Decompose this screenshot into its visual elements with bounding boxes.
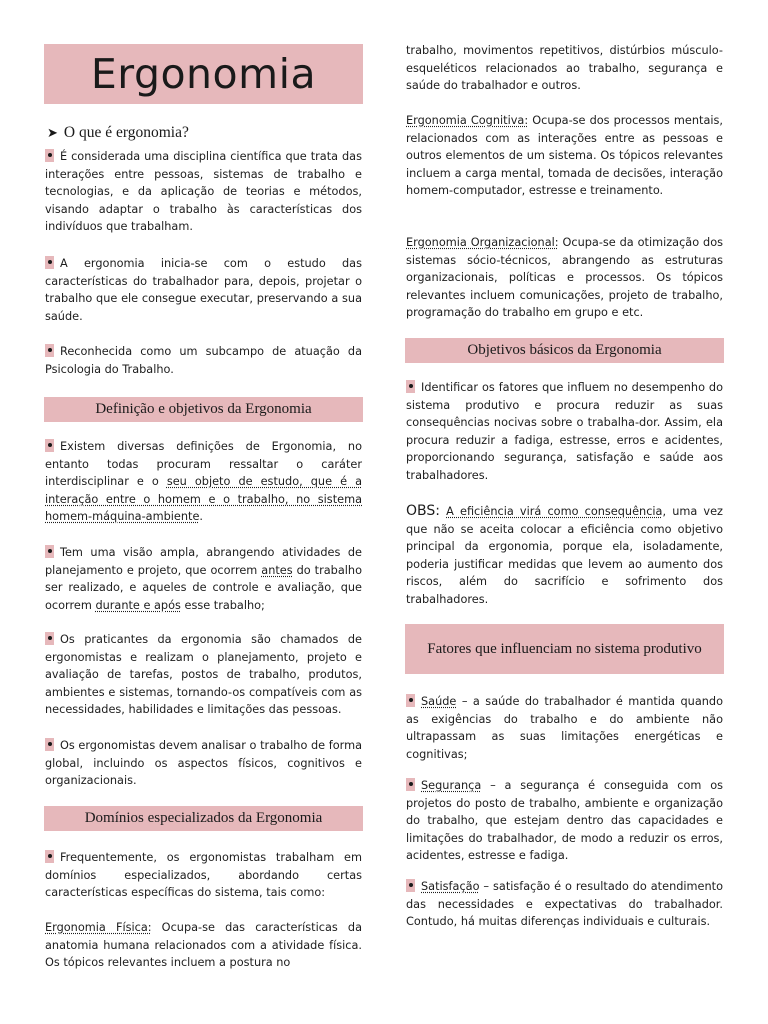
bullet-icon <box>45 344 54 357</box>
bullet-icon <box>45 439 54 452</box>
bullet-icon <box>45 256 54 269</box>
definicao-paragraph-2: Tem uma visão ampla, abrangendo atividades de planejamento e projeto, que ocorrem antes do trabalho ser realizado, e aqueles de controle e avaliação, que ocorrem durante e após esse trabalho; <box>45 546 362 612</box>
ergonomia-fisica-label: Ergonomia Física: <box>45 921 152 934</box>
bullet-icon <box>45 149 54 162</box>
page-title-banner <box>44 44 363 104</box>
satisfacao-label: Satisfação <box>421 880 480 893</box>
objetivos-paragraph-1: Identificar os fatores que influem no desempenho do sistema produtivo e procura reduzir as suas consequências nocivas sobre o trabalha-dor. Assim, ela procura reduzir a fadiga, estresse, erros e acidentes, proporcionando segurança, satisfação e saúde aos trabalhadores. <box>406 381 723 482</box>
seguranca-label: Segurança <box>421 779 482 792</box>
dominios-intro: Frequentemente, os ergonomistas trabalham em domínios especializados, abordando certas características específicas do sistema, tais como: <box>45 851 362 900</box>
obs-label: OBS: <box>406 503 440 519</box>
page-title: Ergonomia <box>90 50 317 98</box>
section-heading-dominios: Domínios especializados da Ergonomia <box>44 806 363 831</box>
ergonomia-cognitiva-label: Ergonomia Cognitiva: <box>406 114 529 127</box>
objetivos-obs-paragraph: OBS: A eficiência virá como consequência, uma vez que não se aceita colocar a eficiência como objetivo principal da ergonomia, porque ela, isoladamente, poderia justificar medidas que levem ao aumento dos riscos, além do sacrifício e sofrimento dos trabalhadores. <box>406 503 723 606</box>
section-heading-fatores: Fatores que influenciam no sistema produtivo <box>405 624 724 674</box>
arrow-icon: ➤ <box>47 125 58 140</box>
saude-label: Saúde <box>421 695 457 708</box>
intro-paragraph-2: A ergonomia inicia-se com o estudo das características do trabalhador para, depois, projetar o trabalho que ele consegue executar, preservando a sua saúde. <box>45 257 362 323</box>
section-heading-definicao: Definição e objetivos da Ergonomia <box>44 397 363 422</box>
bullet-icon <box>45 738 54 751</box>
intro-paragraph-3: Reconhecida como um subcampo de atuação da Psicologia do Trabalho. <box>45 345 362 376</box>
section-heading-objetivos: Objetivos básicos da Ergonomia <box>405 338 724 363</box>
bullet-icon <box>406 778 415 791</box>
bullet-icon <box>45 545 54 558</box>
ergonomia-organizacional-paragraph: Ergonomia Organizacional: Ocupa-se da otimização dos sistemas sócio-técnicos, abrangendo as estruturas organizacionais, políticas e processos. Os tópicos relevantes incluem comunicações, projeto de trabalho, programação do trabalho em grupo e etc. <box>406 236 724 320</box>
definicao-paragraph-3: Os praticantes da ergonomia são chamados de ergonomistas e realizam o planejamento, projeto e avaliação de tarefas, postos de trabalho, produtos, ambientes e sistemas, tornando-os compatíveis com as necessidades, habilidades e limitações das pessoas. <box>45 633 362 717</box>
fator-saude-paragraph: Saúde – a saúde do trabalhador é mantida quando as exigências do trabalho e do ambiente não ultrapassam as suas limitações energéticas e cognitivas; <box>406 695 723 761</box>
bullet-icon <box>45 850 54 863</box>
question-heading <box>47 124 189 142</box>
ergonomia-fisica-continuation: trabalho, movimentos repetitivos, distúrbios músculo-esqueléticos relacionados ao trabalho, segurança e saúde do trabalhador e outros. <box>406 44 723 93</box>
definicao-paragraph-1: Existem diversas definições de Ergonomia, no entanto todas procuram ressaltar o caráter interdisciplinar e o seu objeto de estudo, que é a interação entre o homem e o trabalho, no sistema homem-máquina-ambiente. <box>45 440 362 524</box>
bullet-icon <box>45 632 54 645</box>
bullet-icon <box>406 380 415 393</box>
fator-seguranca-paragraph: Segurança – a segurança é conseguida com os projetos do posto de trabalho, ambiente e organização do trabalho, que estejam dentro das capacidades e limitações do trabalhador, de modo a reduzir os erros, acidentes, estresse e fadiga. <box>406 779 723 863</box>
fator-satisfacao-paragraph: Satisfação – satisfação é o resultado do atendimento das necessidades e expectativas do trabalhador. Contudo, há muitas diferenças individuais e culturais. <box>406 880 723 929</box>
ergonomia-organizacional-label: Ergonomia Organizacional: <box>406 236 559 249</box>
intro-paragraph-1: É considerada uma disciplina científica que trata das interações entre pessoas, sistemas de trabalho e tecnologias, e da aplicação de teorias e métodos, visando adaptar o trabalho às características dos indivíduos que trabalham. <box>45 150 362 234</box>
question-text: O que é ergonomia? <box>63 124 189 141</box>
ergonomia-fisica-paragraph: Ergonomia Física: Ocupa-se das características da anatomia humana relacionados com a atividade física. Os tópicos relevantes incluem a postura no <box>45 921 362 970</box>
definicao-paragraph-4: Os ergonomistas devem analisar o trabalho de forma global, incluindo os aspectos físicos, cognitivos e organizacionais. <box>45 739 362 788</box>
bullet-icon <box>406 879 415 892</box>
ergonomia-cognitiva-paragraph: Ergonomia Cognitiva: Ocupa-se dos processos mentais, relacionados com as interações entre as pessoas e outros elementos de um sistema. Os tópicos relevantes incluem a carga mental, tomada de decisões, interação homem-computador, estresse e treinamento. <box>406 114 723 198</box>
bullet-icon <box>406 694 415 707</box>
